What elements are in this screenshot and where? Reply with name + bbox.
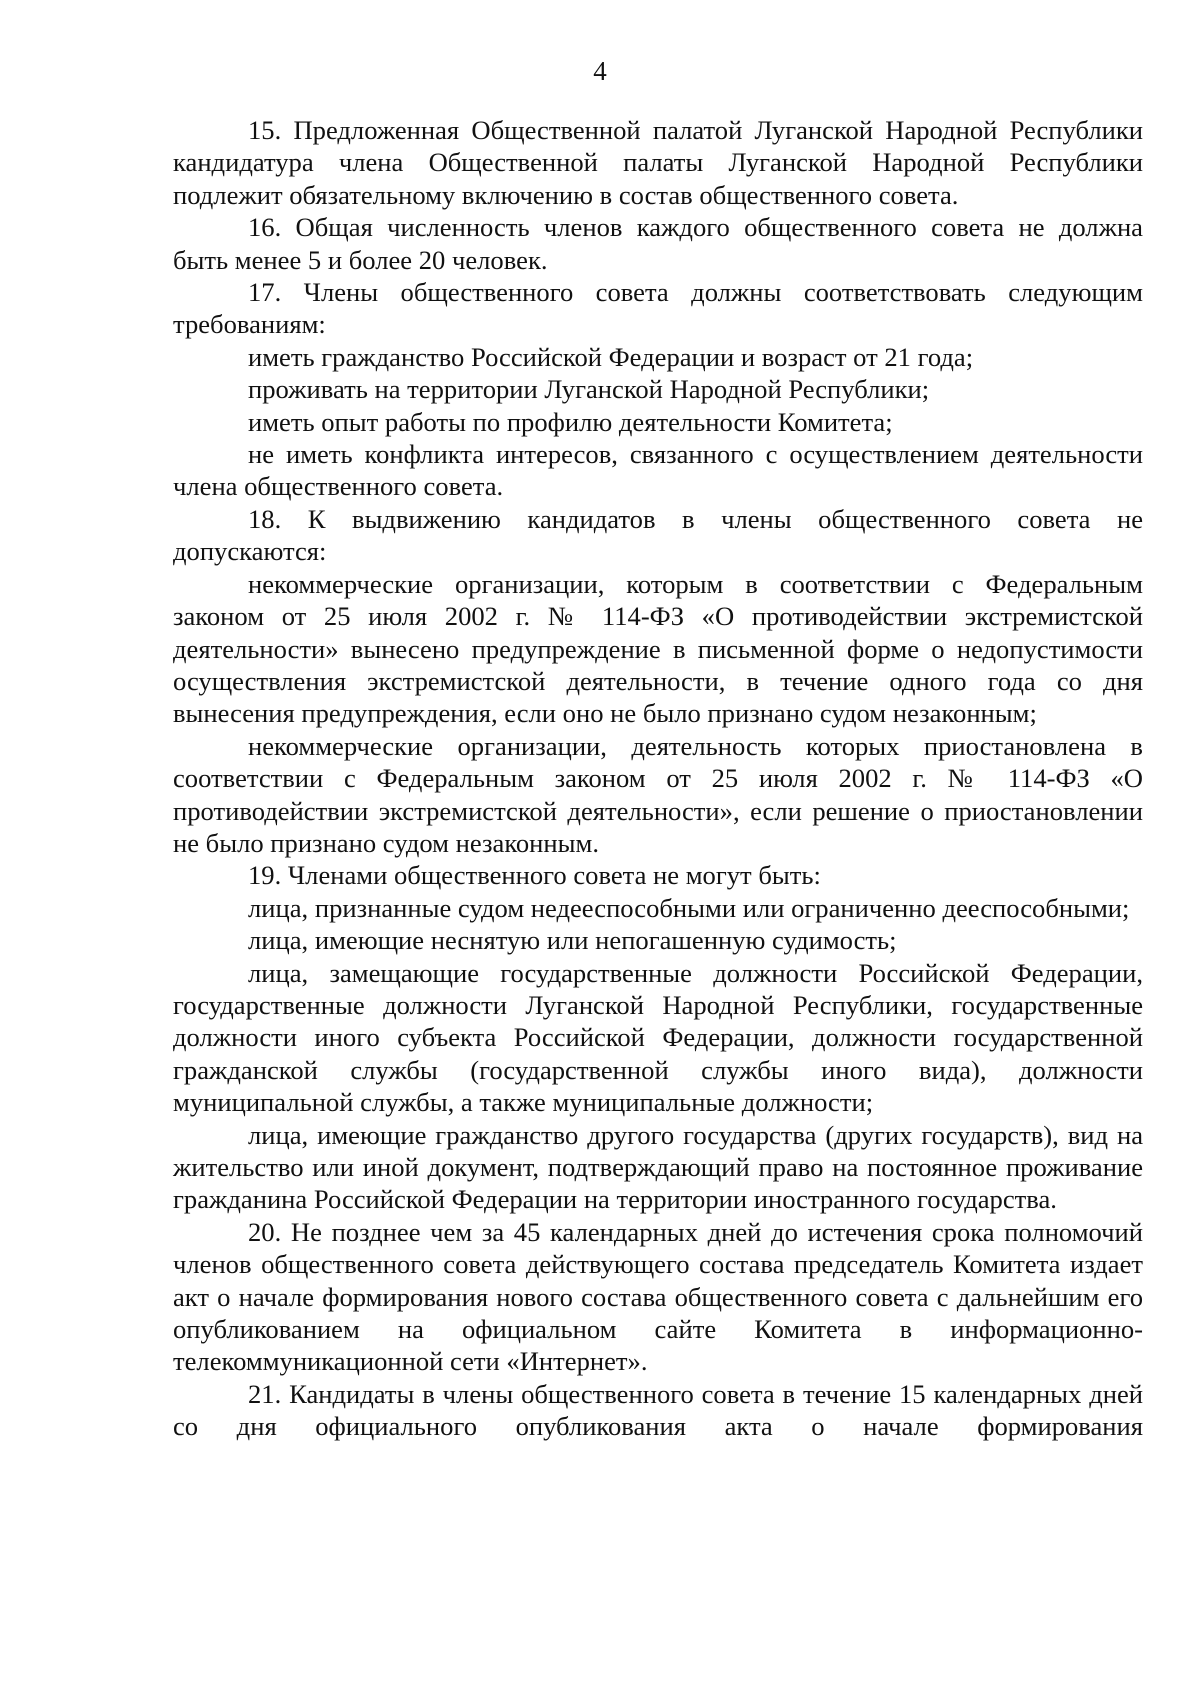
ineligible-incapacitated: лица, признанные судом недееспособными или ограниченно дееспособными; [248, 892, 1130, 923]
exclusion-suspended: некоммерческие организации, деятельность которых приостановлена в соответствии с Федеральным законом от 25 июля 2002 г. № 114-ФЗ «О противодействии экстремистской деятельности», если решение о приостановлении не было признано судом незаконным. [173, 730, 1143, 858]
page-number: 4 [593, 56, 607, 86]
ineligible-convicted: лица, имеющие неснятую или непогашенную судимость; [248, 925, 897, 956]
paragraph-15: 15. Предложенная Общественной палатой Луганской Народной Республики кандидатура члена Общественной палаты Луганской Народной Республики подлежит обязательному включению в состав общественного совета. [173, 115, 1143, 210]
paragraph-17: 17. Члены общественного совета должны соответствовать следующим требованиям: [173, 277, 1143, 340]
paragraph-19: 19. Членами общественного совета не могут быть: [248, 860, 821, 891]
requirement-citizenship: иметь гражданство Российской Федерации и возраст от 21 года; [248, 341, 974, 372]
paragraph-16: 16. Общая численность членов каждого общественного совета не должна быть менее 5 и более 20 человек. [173, 212, 1143, 275]
paragraph-18: 18. К выдвижению кандидатов в члены общественного совета не допускаются: [173, 503, 1143, 567]
document-body [173, 114, 1143, 1443]
ineligible-foreign-citizenship: лица, имеющие гражданство другого государства (других государств), вид на жительство или иной документ, подтверждающий право на постоянное проживание гражданина Российской Федерации на территории иностранного государства. [173, 1119, 1143, 1215]
paragraph-21: 21. Кандидаты в члены общественного совета в течение 15 календарных дней со дня официального опубликования акта о начале формирования [173, 1378, 1143, 1442]
requirement-residence: проживать на территории Луганской Народной Республики; [248, 374, 930, 405]
requirement-no-conflict: не иметь конфликта интересов, связанного с осуществлением деятельности члена общественного совета. [173, 439, 1143, 502]
paragraph-20: 20. Не позднее чем за 45 календарных дней до истечения срока полномочий членов общественного совета действующего состава председатель Комитета издает акт о начале формирования нового состава общественного совета с дальнейшим его опубликованием на официальном сайте Комитета в информационно-телекоммуникационной сети «Интернет». [173, 1216, 1143, 1377]
exclusion-warning: некоммерческие организации, которым в соответствии с Федеральным законом от 25 июля 2002 г. № 114-ФЗ «О противодействии экстремистской деятельности» вынесено предупреждение в письменной форме о недопустимости осуществления экстремистской деятельности, в течение одного года со дня вынесения предупреждения, если оно не было признано судом незаконным; [173, 568, 1143, 729]
requirement-experience: иметь опыт работы по профилю деятельности Комитета; [248, 406, 893, 437]
ineligible-officials: лица, замещающие государственные должности Российской Федерации, государственные должности Луганской Народной Республики, государственные должности иного субъекта Российской Федерации, должности государственной гражданской службы (государственной службы иного вида), должности муниципальной службы, а также муниципальные должности; [173, 957, 1143, 1118]
